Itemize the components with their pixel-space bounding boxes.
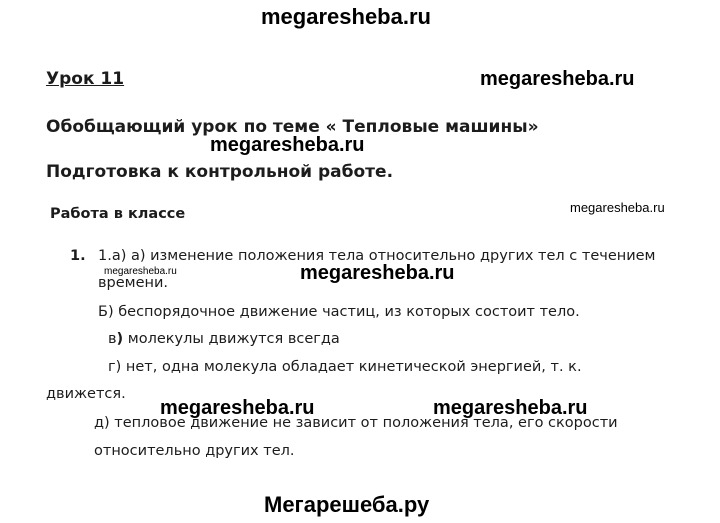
answer-d-line2: относительно других тел.	[94, 443, 295, 459]
watermark-bottom-right: megaresheba.ru	[433, 397, 588, 419]
answer-a-line2: времени.	[98, 275, 169, 291]
answer-a-line1: 1.а) а) изменение положения тела относительно других тел с течением	[98, 248, 656, 264]
watermark-footer: Мегарешеба.ру	[264, 492, 430, 517]
lesson-title: Обобщающий урок по теме « Тепловые машины»	[46, 117, 539, 137]
watermark-tiny-left: megaresheba.ru	[104, 266, 177, 277]
answer-v-bracket: )	[116, 331, 124, 347]
watermark-right-header: megaresheba.ru	[480, 68, 635, 90]
watermark-top: megaresheba.ru	[261, 4, 431, 29]
lesson-heading: Урок 11	[46, 69, 125, 89]
answer-v-text: молекулы движутся всегда	[123, 331, 340, 347]
watermark-center-mid: megaresheba.ru	[300, 262, 455, 284]
item-number: 1.	[70, 248, 86, 264]
watermark-bottom-left: megaresheba.ru	[160, 397, 315, 419]
watermark-under-title: megaresheba.ru	[210, 134, 365, 156]
section-heading: Работа в классе	[50, 206, 186, 222]
answer-g-line1: г) нет, одна молекула обладает кинетической энергией, т. к.	[108, 359, 582, 375]
lesson-subtitle: Подготовка к контрольной работе.	[46, 162, 394, 182]
answer-v	[108, 331, 340, 347]
answer-b: Б) беспорядочное движение частиц, из которых состоит тело.	[98, 304, 580, 320]
answer-d-line1: д) тепловое движение не зависит от положения тела, его скорости	[94, 415, 618, 431]
watermark-right-small: megaresheba.ru	[570, 200, 665, 215]
answer-g-line2: движется.	[46, 386, 126, 402]
answer-v-prefix: в	[108, 331, 117, 347]
